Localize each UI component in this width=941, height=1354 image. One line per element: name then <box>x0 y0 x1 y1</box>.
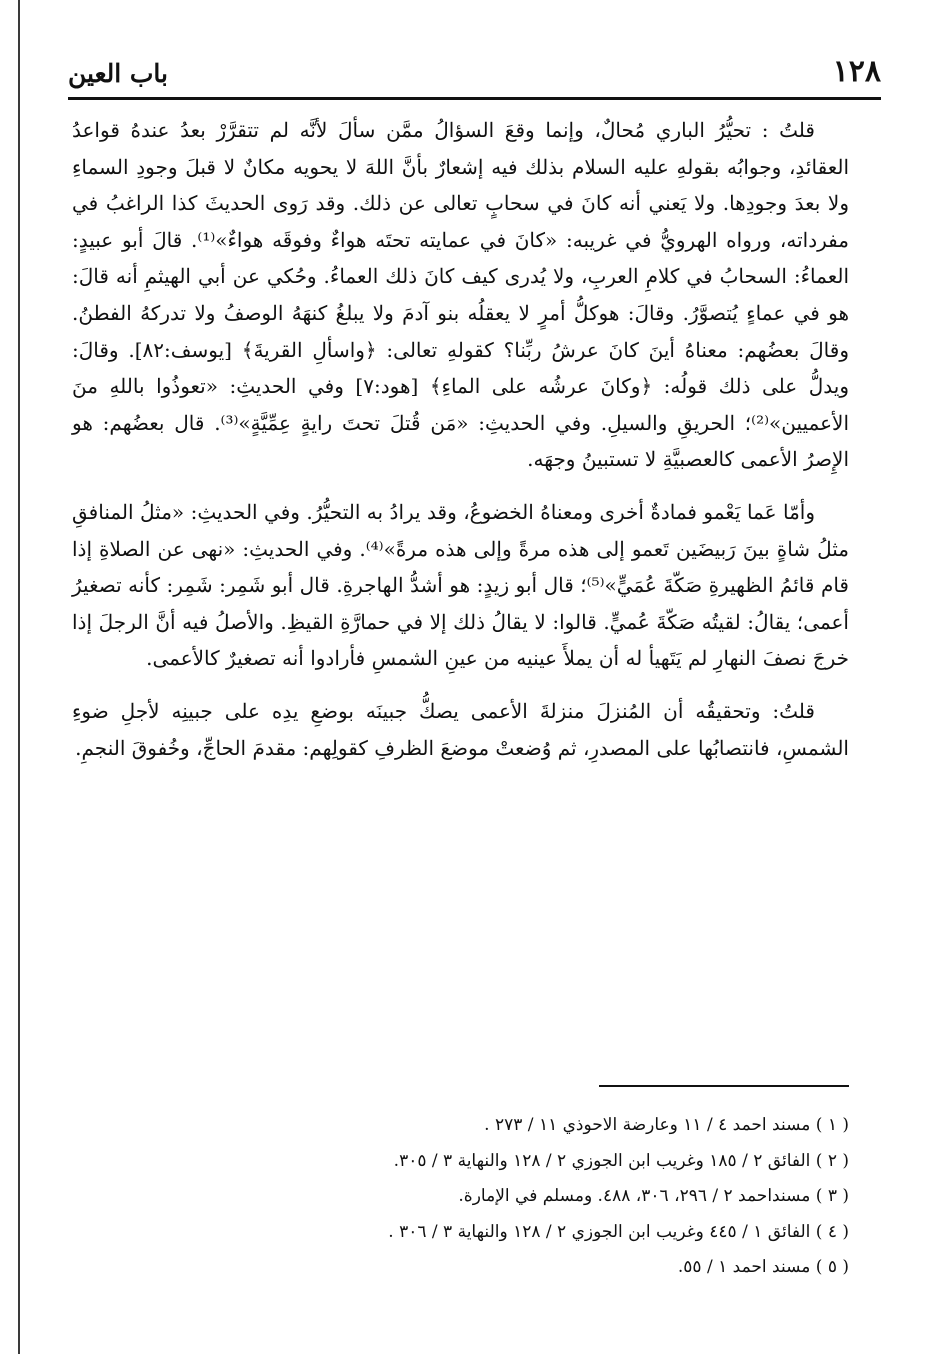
footnote-2: ( ٢ ) الفائق ٢ / ١٨٥ وغريب ابن الجوزي ٢ / ١٢٨ والنهاية ٣ / ٣٠٥. <box>393 1150 849 1171</box>
paragraph-2: وأمّا عَما يَعْمو فمادةٌ أخرى ومعناهُ الخضوعُ، وقد يرادُ به التحيُّرُ. وفي الحديثِ: «مثلُ المنافقِ مثلُ شاةٍ بينَ رَبيضَين تَعمو إلى هذه مرةً وإلى هذه مرةً»⁽⁴⁾. وفي الحديثِ: «نهى عن الصلاةِ إذا قام قائمُ الظهيرةِ صَكّةَ عُمَيٍّ»⁽⁵⁾؛ قال أبو زيدٍ: هو أشدُّ الهاجرةِ. قال أبو شَمِر: شَمِر: كأنه تصغيرُ أعمى؛ يقالُ: لقيتُه صَكّةَ عُميٍّ. قالوا: لا يقالُ ذلك إلا في حمارَّةِ القيظِ. والأصلُ فيه أنَّ الرجلَ إذا خرجَ نصفَ النهارِ لم يَتَهيأ له أن يملأَ عينيه من عينِ الشمسِ فأرادوا أنه تصغيرٌ كالأعمى. <box>72 499 849 671</box>
chapter-title: باب العين <box>68 59 169 88</box>
paragraph-3: قلتُ: وتحقيقُه أن المُنزلَ منزلةَ الأعمى يصكُّ جبينَه بوضعِ يدِه على جبينِه لأجلِ ضوءِ الشمسِ، فانتصابُها على المصدرِ، ثم وُضعتْ موضعَ الظرفِ كقولِهم: مقدمَ الحاجِّ، وخُفوقَ النجمِ. <box>72 698 849 760</box>
footnote-1: ( ١ ) مسند احمد ٤ / ١١ وعارضة الاحوذي ١١ / ٢٧٣ . <box>484 1115 849 1135</box>
footnotes <box>72 1108 849 1286</box>
paragraph-1: قلتُ : تحيُّرُ الباري مُحالٌ، وإنما وقعَ السؤالُ ممَّن سألَ لأنَّه لم تتقرَّرْ بعدُ عندهُ قواعدُ العقائدِ، وجوابُه بقولهِ عليه السلام بذلك فيه إشعارٌ بأنَّ اللهَ لا يحويه مكانٌ لا قبلَ وجودِ السماءِ ولا بعدَ وجودِها. ولا يَعني أنه كانَ في سحابٍ تعالى عن ذلك. وقد رَوى الحديثَ كذا الراغبُ في مفرداته، ورواه الهرويُّ في غريبه: «كانَ في عمايته تحتَه هواءٌ وفوقَه هواءٌ»⁽¹⁾. قالَ أبو عبيدٍ: العماءُ: السحابُ في كلامِ العربِ، ولا يُدرى كيف كانَ ذلك العماءُ. وحُكي عن أبي الهيثمِ أنه قالَ: هو في عماءٍ يُتصوَّرُ. وقالَ: هوكلُّ أمرٍ لا يعقلُه بنو آدمَ ولا يبلغُ كنهَهُ الوصفُ ولا تدركهُ الفطنُ. وقالَ بعضُهم: معناهُ أينَ كانَ عرشُ ربِّنا؟ كقولهِ تعالى: ﴿واسألِ القريةَ﴾ [يوسف:٨٢]. وقالَ: ويدلُّ على ذلك قولُه: ﴿وكانَ عرشُه على الماءِ﴾ [هود:٧] وفي الحديثِ: «تعوذُوا باللهِ منَ الأعميين»⁽²⁾؛ الحريقِ والسيلِ. وفي الحديثِ: «مَن قُتلَ تحتَ رايةٍ عِمِّيَّةٍ»⁽³⁾. قال بعضُهم: هو الإِصرُ الأعمى كالعصبيَّةِ لا تستبينُ وجهَه. <box>72 118 850 472</box>
footnote-5: ( ٥ ) مسند احمد ١ / ٥٥. <box>677 1257 849 1277</box>
page-header <box>68 52 881 100</box>
main-text <box>72 112 849 782</box>
binding-gutter-line <box>18 0 20 1354</box>
page-number: ١٢٨ <box>832 54 881 89</box>
header-rule <box>68 97 881 100</box>
footnote-3: ( ٣ ) مسنداحمد ٢ / ٢٩٦، ٣٠٦، ٤٨٨. ومسلم في الإمارة. <box>458 1186 849 1206</box>
footnote-rule <box>599 1085 849 1087</box>
footnote-4: ( ٤ ) الفائق ١ / ٤٤٥ وغريب ابن الجوزي ٢ / ١٢٨ والنهاية ٣ / ٣٠٦ . <box>388 1221 849 1242</box>
